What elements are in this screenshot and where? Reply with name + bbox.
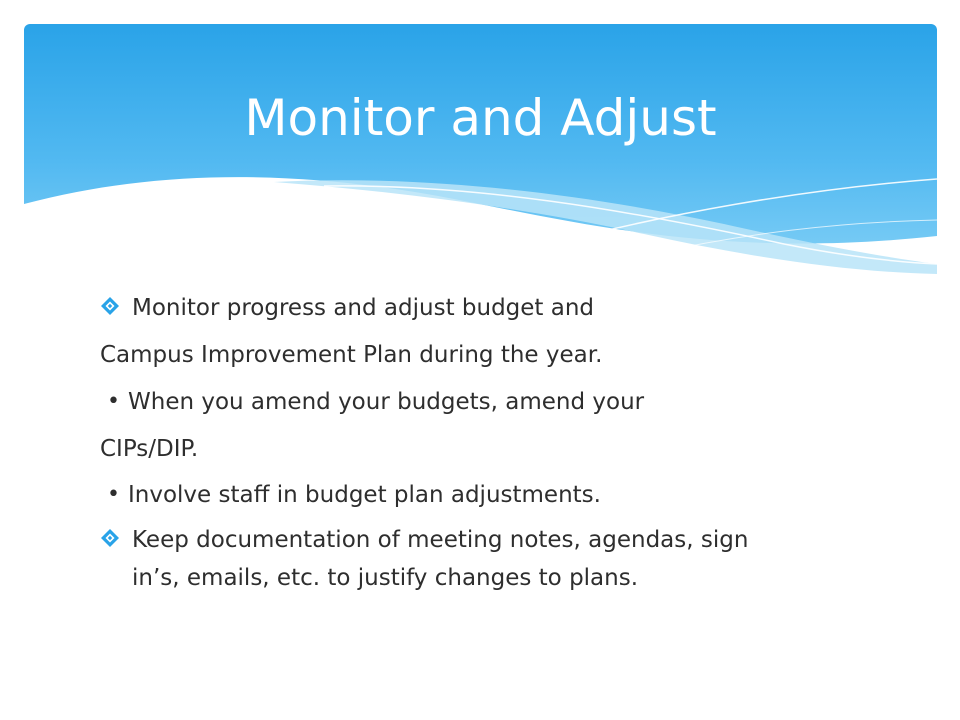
dot-bullet-icon: • [107,482,120,507]
body-line-1: Monitor progress and adjust budget and [132,295,595,321]
slide-title: Monitor and Adjust [244,89,717,147]
body-line-2: Campus Improvement Plan during the year. [100,342,603,368]
diamond-bullet-icon [100,296,120,316]
body-line-7: in’s, emails, etc. to justify changes to plans. [132,565,639,591]
header-wave-graphic [24,24,937,274]
dot-bullet-icon: • [107,389,120,414]
body-line-4: CIPs/DIP. [100,436,199,462]
body-line-3: When you amend your budgets, amend your [128,389,645,415]
body-line-6: Keep documentation of meeting notes, agendas, sign [132,527,749,553]
body-line-5: Involve staff in budget plan adjustments. [128,482,601,508]
diamond-bullet-icon [100,528,120,548]
title-banner [24,24,937,274]
